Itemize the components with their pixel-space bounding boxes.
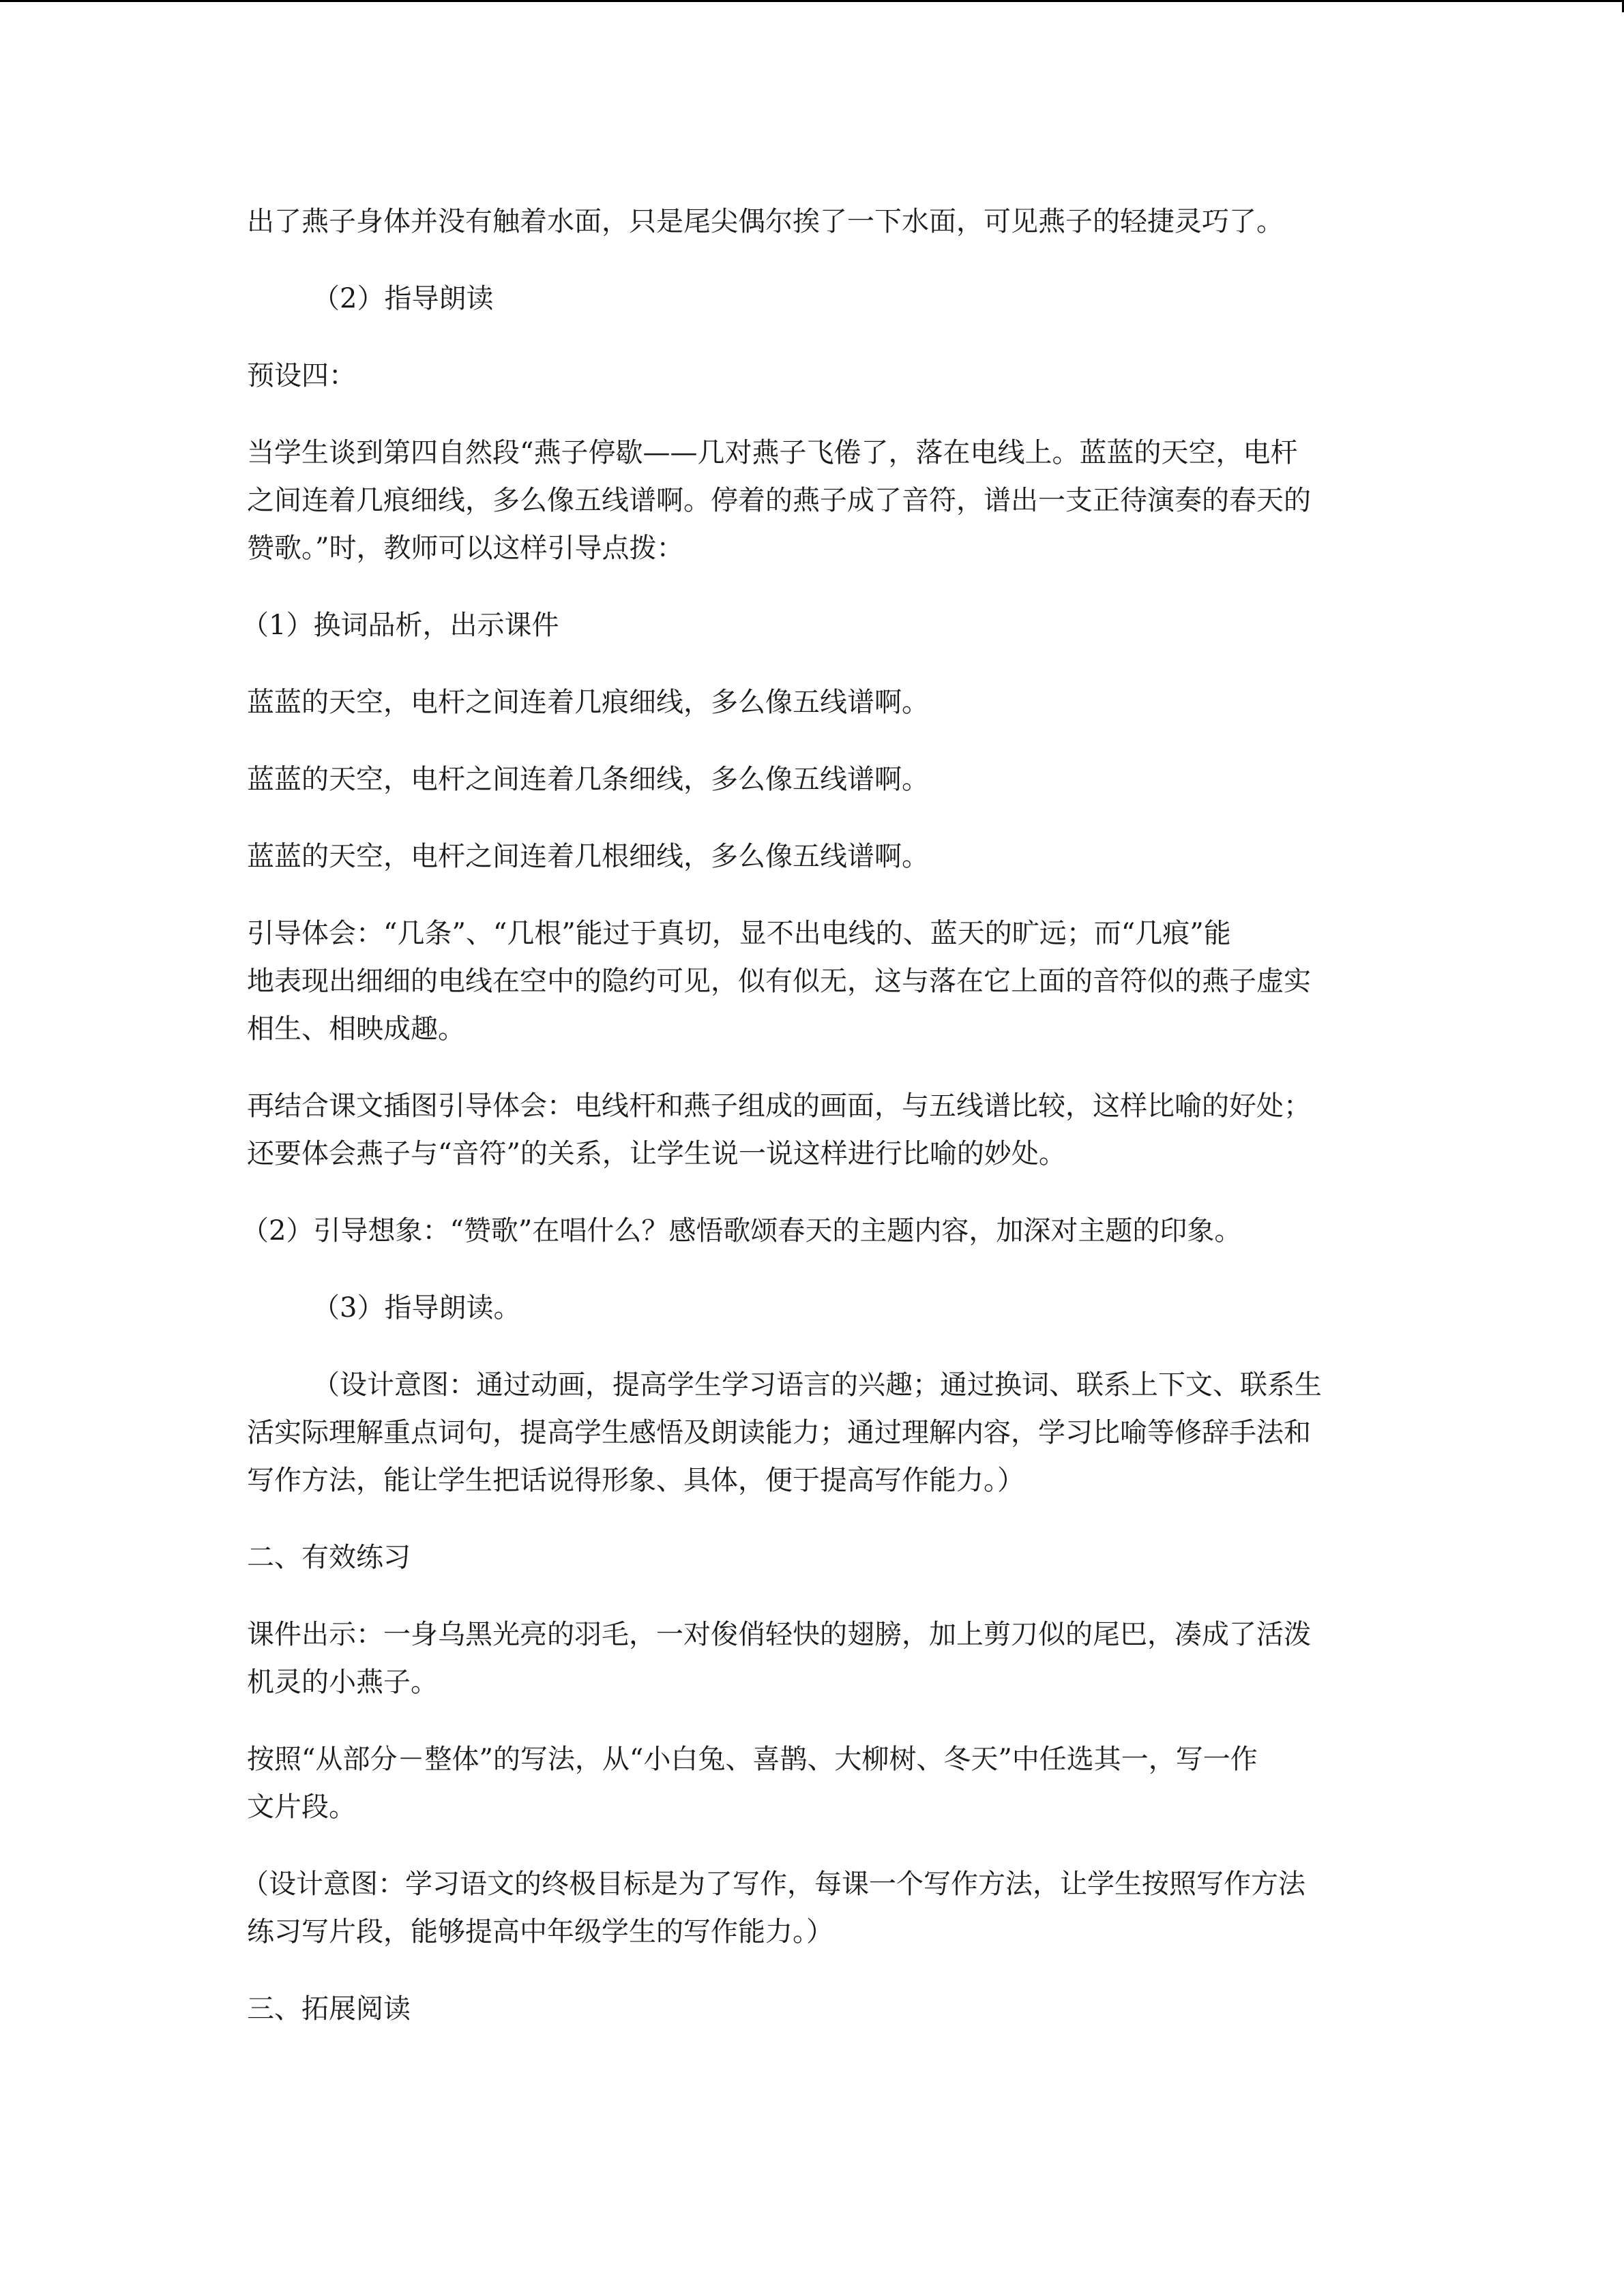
section-heading-effective-practice [247, 1534, 1365, 1581]
text-line: 练习写片段，能够提高中年级学生的写作能力。） [247, 1916, 833, 1948]
text-line: 文片段。 [247, 1791, 356, 1823]
top-border-line [0, 0, 1624, 2]
text-line: （2）引导想象：“赞歌”在唱什么？感悟歌颂春天的主题内容，加深对主题的印象。 [241, 1215, 1242, 1247]
text-line: 还要体会燕子与“音符”的关系，让学生说一说这样进行比喻的妙处。 [247, 1138, 1066, 1169]
text-line: 按照“从部分－整体”的写法，从“小白兔、喜鹊、大柳树、冬天”中任选其一，写一作 [247, 1744, 1258, 1775]
text-line: （设计意图：通过动画，提高学生学习语言的兴趣；通过换词、联系上下文、联系生 [312, 1369, 1322, 1401]
text-line: （2）指导朗读 [312, 283, 494, 314]
text-line: 地表现出细细的电线在空中的隐约可见，似有似无，这与落在它上面的音符似的燕子虚实 [247, 966, 1311, 997]
text-line: 赞歌。”时，教师可以这样引导点拨： [247, 533, 684, 564]
paragraph-design-intent-1 [247, 1361, 1365, 1504]
text-line: 写作方法，能让学生把话说得形象、具体，便于提高写作能力。） [247, 1465, 1024, 1496]
text-line: 之间连着几痕细线，多么像五线谱啊。停着的燕子成了音符，谱出一支正待演奏的春天的 [247, 485, 1311, 516]
subheading-word-analysis [241, 601, 1365, 649]
document-page [241, 198, 1365, 2062]
text-line: 蓝蓝的天空，电杆之间连着几条细线，多么像五线谱啊。 [247, 764, 929, 795]
paragraph-guide-understanding [247, 910, 1365, 1053]
paragraph-courseware [247, 1611, 1365, 1706]
text-line: 三、拓展阅读 [247, 1993, 411, 2025]
example-sentence-tiao [247, 756, 1365, 803]
paragraph-writing-task [247, 1735, 1365, 1831]
text-line: （3）指导朗读。 [312, 1292, 521, 1324]
paragraph-design-intent-2 [241, 1860, 1365, 1956]
section-heading-extended-reading [247, 1985, 1365, 2033]
text-line: 二、有效练习 [247, 1542, 411, 1573]
text-line: 当学生谈到第四自然段“燕子停歇——几对燕子飞倦了，落在电线上。蓝蓝的天空，电杆 [247, 437, 1298, 468]
text-line: 蓝蓝的天空，电杆之间连着几根细线，多么像五线谱啊。 [247, 841, 929, 872]
text-line: 活实际理解重点词句，提高学生感悟及朗读能力；通过理解内容，学习比喻等修辞手法和 [247, 1417, 1311, 1448]
subheading-imagination [241, 1207, 1365, 1255]
heading-preset-four [247, 352, 1365, 400]
text-line: 预设四： [247, 360, 356, 391]
text-line: 出了燕子身体并没有触着水面，只是尾尖偶尔挨了一下水面，可见燕子的轻捷灵巧了。 [247, 206, 1284, 237]
text-line: 机灵的小燕子。 [247, 1667, 438, 1698]
paragraph-illustration [247, 1082, 1365, 1178]
subheading-guide-reading-3 [247, 1284, 1365, 1332]
text-line: 课件出示：一身乌黑光亮的羽毛，一对俊俏轻快的翅膀，加上剪刀似的尾巴，凑成了活泼 [247, 1619, 1311, 1650]
text-line: （设计意图：学习语文的终极目标是为了写作，每课一个写作方法，让学生按照写作方法 [241, 1868, 1305, 1900]
example-sentence-gen [247, 833, 1365, 880]
paragraph-fourth-section [247, 429, 1365, 572]
example-sentence-hen [247, 679, 1365, 726]
text-line: 引导体会：“几条”、“几根”能过于真切，显不出电线的、蓝天的旷远；而“几痕”能 [247, 918, 1231, 949]
text-line: 再结合课文插图引导体会：电线杆和燕子组成的画面，与五线谱比较，这样比喻的好处； [247, 1090, 1311, 1122]
paragraph-swallow-light [247, 198, 1365, 245]
text-line: （1）换词品析，出示课件 [241, 610, 559, 641]
text-line: 蓝蓝的天空，电杆之间连着几痕细线，多么像五线谱啊。 [247, 687, 929, 718]
subheading-guide-reading-2 [247, 275, 1365, 323]
text-line: 相生、相映成趣。 [247, 1013, 465, 1045]
